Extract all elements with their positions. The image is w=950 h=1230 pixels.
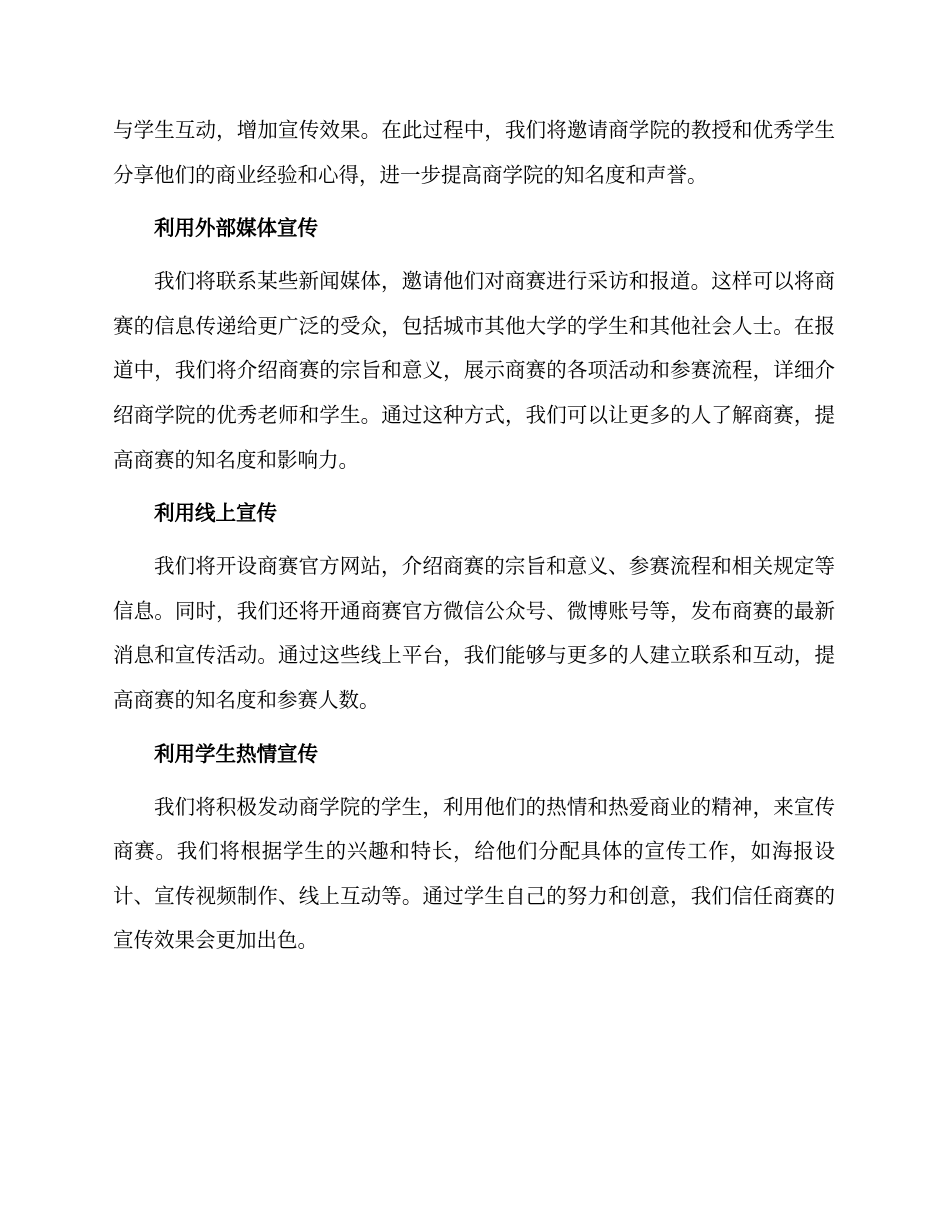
intro-paragraph: 与学生互动，增加宣传效果。在此过程中，我们将邀请商学院的教授和优秀学生分享他们的商业经验和心得，进一步提高商学院的知名度和声誉。 [113, 118, 835, 187]
section-heading-external-media: 利用外部媒体宣传 [154, 216, 318, 241]
document-body [113, 108, 835, 963]
external-media-paragraph: 我们将联系某些新闻媒体，邀请他们对商赛进行采访和报道。这样可以将商赛的信息传递给更广泛的受众，包括城市其他大学的学生和其他社会人士。在报道中，我们将介绍商赛的宗旨和意义，展示商赛的各项活动和参赛流程，详细介绍商学院的优秀老师和学生。通过这种方式，我们可以让更多的人了解商赛，提高商赛的知名度和影响力。 [113, 269, 835, 472]
online-paragraph: 我们将开设商赛官方网站，介绍商赛的宗旨和意义、参赛流程和相关规定等信息。同时，我们还将开通商赛官方微信公众号、微博账号等，发布商赛的最新消息和宣传活动。通过这些线上平台，我们能够与更多的人建立联系和互动，提高商赛的知名度和参赛人数。 [113, 554, 835, 712]
section-heading-online: 利用线上宣传 [154, 501, 277, 526]
section-heading-student-enthusiasm: 利用学生热情宣传 [154, 741, 318, 766]
student-enthusiasm-paragraph: 我们将积极发动商学院的学生，利用他们的热情和热爱商业的精神，来宣传商赛。我们将根据学生的兴趣和特长，给他们分配具体的宣传工作，如海报设计、宣传视频制作、线上互动等。通过学生自己的努力和创意，我们信任商赛的宣传效果会更加出色。 [113, 794, 835, 953]
